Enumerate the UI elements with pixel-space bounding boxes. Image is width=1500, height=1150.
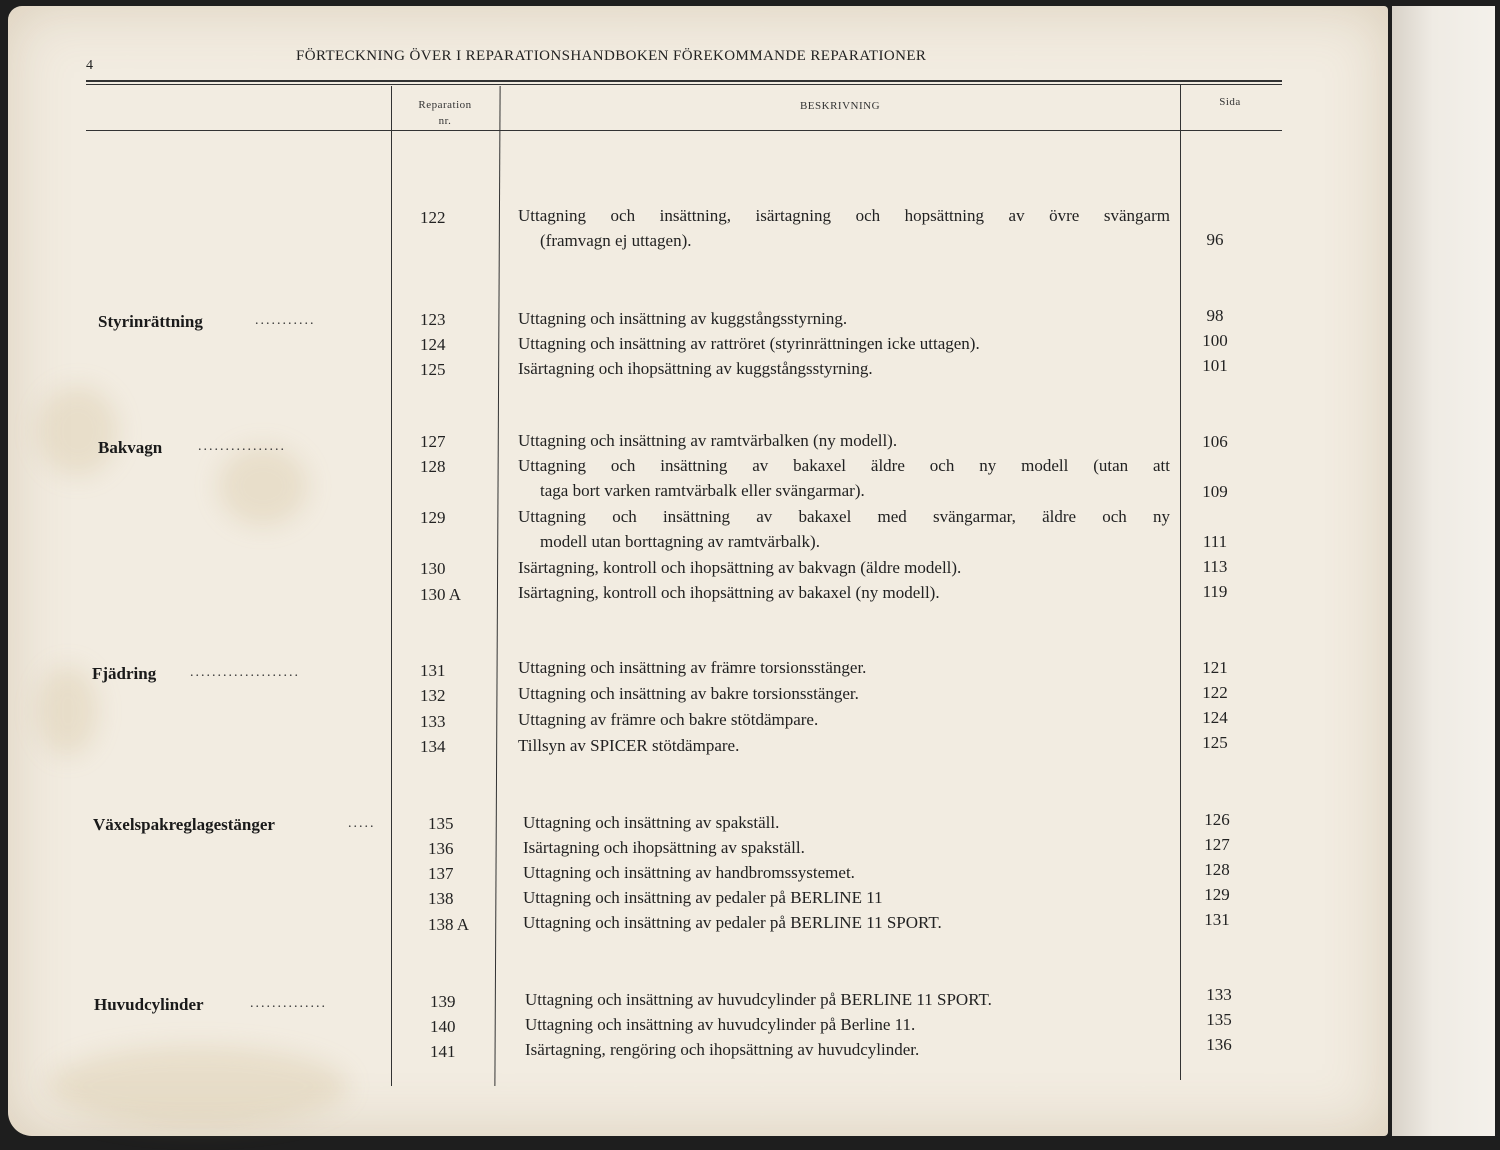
- repair-description: Uttagning och insättning av främre torsionsstänger.: [518, 658, 867, 677]
- section-label: Huvudcylinder: [94, 995, 204, 1014]
- repair-number: 140: [430, 1017, 456, 1036]
- section-label: Fjädring: [92, 664, 157, 683]
- description-line: Uttagning och insättning, isärtagning och hopsättning av övre svängarm: [518, 206, 1170, 225]
- repair-description: Uttagning och insättning av handbromssystemet.: [523, 863, 855, 882]
- repair-number: 125: [420, 360, 446, 379]
- repair-number: 138 A: [428, 915, 470, 934]
- repair-description: [518, 504, 1170, 554]
- page-reference: 96: [1206, 230, 1224, 249]
- column-divider-right: [1180, 84, 1181, 1080]
- page-reference: 125: [1202, 733, 1228, 752]
- description-line: Uttagning och insättning av bakaxel äldre och ny modell (utan att: [518, 456, 1170, 475]
- column-header-description: BESKRIVNING: [799, 100, 881, 112]
- repair-description: Uttagning och insättning av rattröret (styrinrättningen icke uttagen).: [518, 334, 980, 353]
- page-reference: 124: [1202, 708, 1228, 727]
- repair-number: 134: [420, 737, 446, 756]
- paper-stain: [38, 386, 118, 476]
- repair-number: 128: [420, 457, 446, 476]
- description-line: Uttagning och insättning av bakaxel med svängarmar, äldre och ny: [518, 507, 1170, 526]
- repair-description: Isärtagning, kontroll och ihopsättning av bakaxel (ny modell).: [518, 583, 940, 602]
- repair-number: 138: [428, 889, 454, 908]
- page-number: 4: [86, 58, 93, 73]
- repair-description: Tillsyn av SPICER stötdämpare.: [518, 736, 740, 755]
- section-label: Styrinrättning: [98, 312, 203, 331]
- column-header-repair-no-line2: nr.: [438, 115, 452, 127]
- page-reference: 98: [1206, 306, 1224, 325]
- description-line: (framvagn ej uttagen).: [540, 231, 692, 250]
- repair-number: 135: [428, 814, 454, 833]
- column-header-repair-no-line1: Reparation: [418, 99, 472, 111]
- repair-description: Uttagning och insättning av ramtvärbalken (ny modell).: [518, 431, 898, 450]
- page-reference: 136: [1206, 1035, 1232, 1054]
- repair-description: Uttagning och insättning av pedaler på BERLINE 11: [523, 888, 883, 907]
- page-reference: 119: [1202, 582, 1228, 601]
- repair-number: 133: [420, 712, 446, 731]
- adjacent-page-edge: [1392, 6, 1495, 1136]
- page-reference: 126: [1204, 810, 1230, 829]
- repair-description: [518, 453, 1170, 503]
- repair-number: 139: [430, 992, 456, 1011]
- repair-number: 131: [420, 661, 446, 680]
- page-reference: 113: [1202, 557, 1228, 576]
- repair-description: Uttagning och insättning av pedaler på BERLINE 11 SPORT.: [523, 913, 942, 932]
- page-reference: 101: [1202, 356, 1228, 375]
- page-reference: 127: [1204, 835, 1230, 854]
- repair-description: Uttagning och insättning av spakställ.: [523, 813, 780, 832]
- page-reference: 128: [1204, 860, 1230, 879]
- page-reference: 131: [1204, 910, 1230, 929]
- description-line: modell utan borttagning av ramtvärbalk).: [540, 532, 820, 551]
- leader-dots: ....................: [190, 665, 300, 680]
- repair-number: 122: [420, 208, 446, 227]
- page-reference: 121: [1202, 658, 1228, 677]
- column-divider-left: [391, 86, 392, 1086]
- header-rule-thin: [86, 84, 1282, 85]
- repair-number: 130: [420, 559, 446, 578]
- page-reference: 111: [1202, 532, 1228, 551]
- repair-description: Uttagning och insättning av bakre torsionsstänger.: [518, 684, 859, 703]
- column-header-page: Sida: [1219, 96, 1241, 108]
- repair-description: Uttagning av främre och bakre stötdämpare.: [518, 710, 819, 729]
- repair-description: Uttagning och insättning av huvudcylinder på Berline 11.: [525, 1015, 916, 1034]
- page-reference: 135: [1206, 1010, 1232, 1029]
- paper-stain: [218, 446, 308, 526]
- paper-stain: [48, 1046, 348, 1126]
- leader-dots: ...........: [255, 313, 316, 328]
- description-line: taga bort varken ramtvärbalk eller svängarmar).: [540, 481, 865, 500]
- repair-number: 123: [420, 310, 446, 329]
- repair-number: 124: [420, 335, 446, 354]
- header-rule: [86, 80, 1282, 82]
- page-reference: 100: [1202, 331, 1228, 350]
- leader-dots: ..............: [250, 996, 327, 1011]
- column-header-rule: [86, 130, 1282, 131]
- paper-stain: [38, 666, 98, 756]
- repair-number: 127: [420, 432, 446, 451]
- section-label: Växelspakreglagestänger: [93, 815, 275, 834]
- repair-number: 130 A: [420, 585, 462, 604]
- repair-description: Isärtagning, kontroll och ihopsättning av bakvagn (äldre modell).: [518, 558, 962, 577]
- page-reference: 109: [1202, 482, 1228, 501]
- repair-description: Isärtagning, rengöring och ihopsättning av huvudcylinder.: [525, 1040, 920, 1059]
- repair-description: Isärtagning och ihopsättning av kuggstångsstyrning.: [518, 359, 873, 378]
- repair-number: 129: [420, 508, 446, 527]
- repair-description: [518, 203, 1170, 253]
- repair-number: 141: [430, 1042, 456, 1061]
- running-title: FÖRTECKNING ÖVER I REPARATIONSHANDBOKEN FÖREKOMMANDE REPARATIONER: [296, 48, 927, 64]
- repair-number: 132: [420, 686, 446, 705]
- repair-description: Uttagning och insättning av huvudcylinder på BERLINE 11 SPORT.: [525, 990, 992, 1009]
- page-reference: 122: [1202, 683, 1228, 702]
- repair-number: 137: [428, 864, 454, 883]
- repair-description: Uttagning och insättning av kuggstångsstyrning.: [518, 309, 848, 328]
- section-label: Bakvagn: [98, 438, 163, 457]
- leader-dots: .....: [348, 816, 376, 831]
- column-header-repair-no: [393, 97, 497, 129]
- page-reference: 129: [1204, 885, 1230, 904]
- repair-number: 136: [428, 839, 454, 858]
- repair-description: Isärtagning och ihopsättning av spakställ.: [523, 838, 805, 857]
- page-reference: 106: [1202, 432, 1228, 451]
- leader-dots: ................: [198, 439, 286, 454]
- page-reference: 133: [1206, 985, 1232, 1004]
